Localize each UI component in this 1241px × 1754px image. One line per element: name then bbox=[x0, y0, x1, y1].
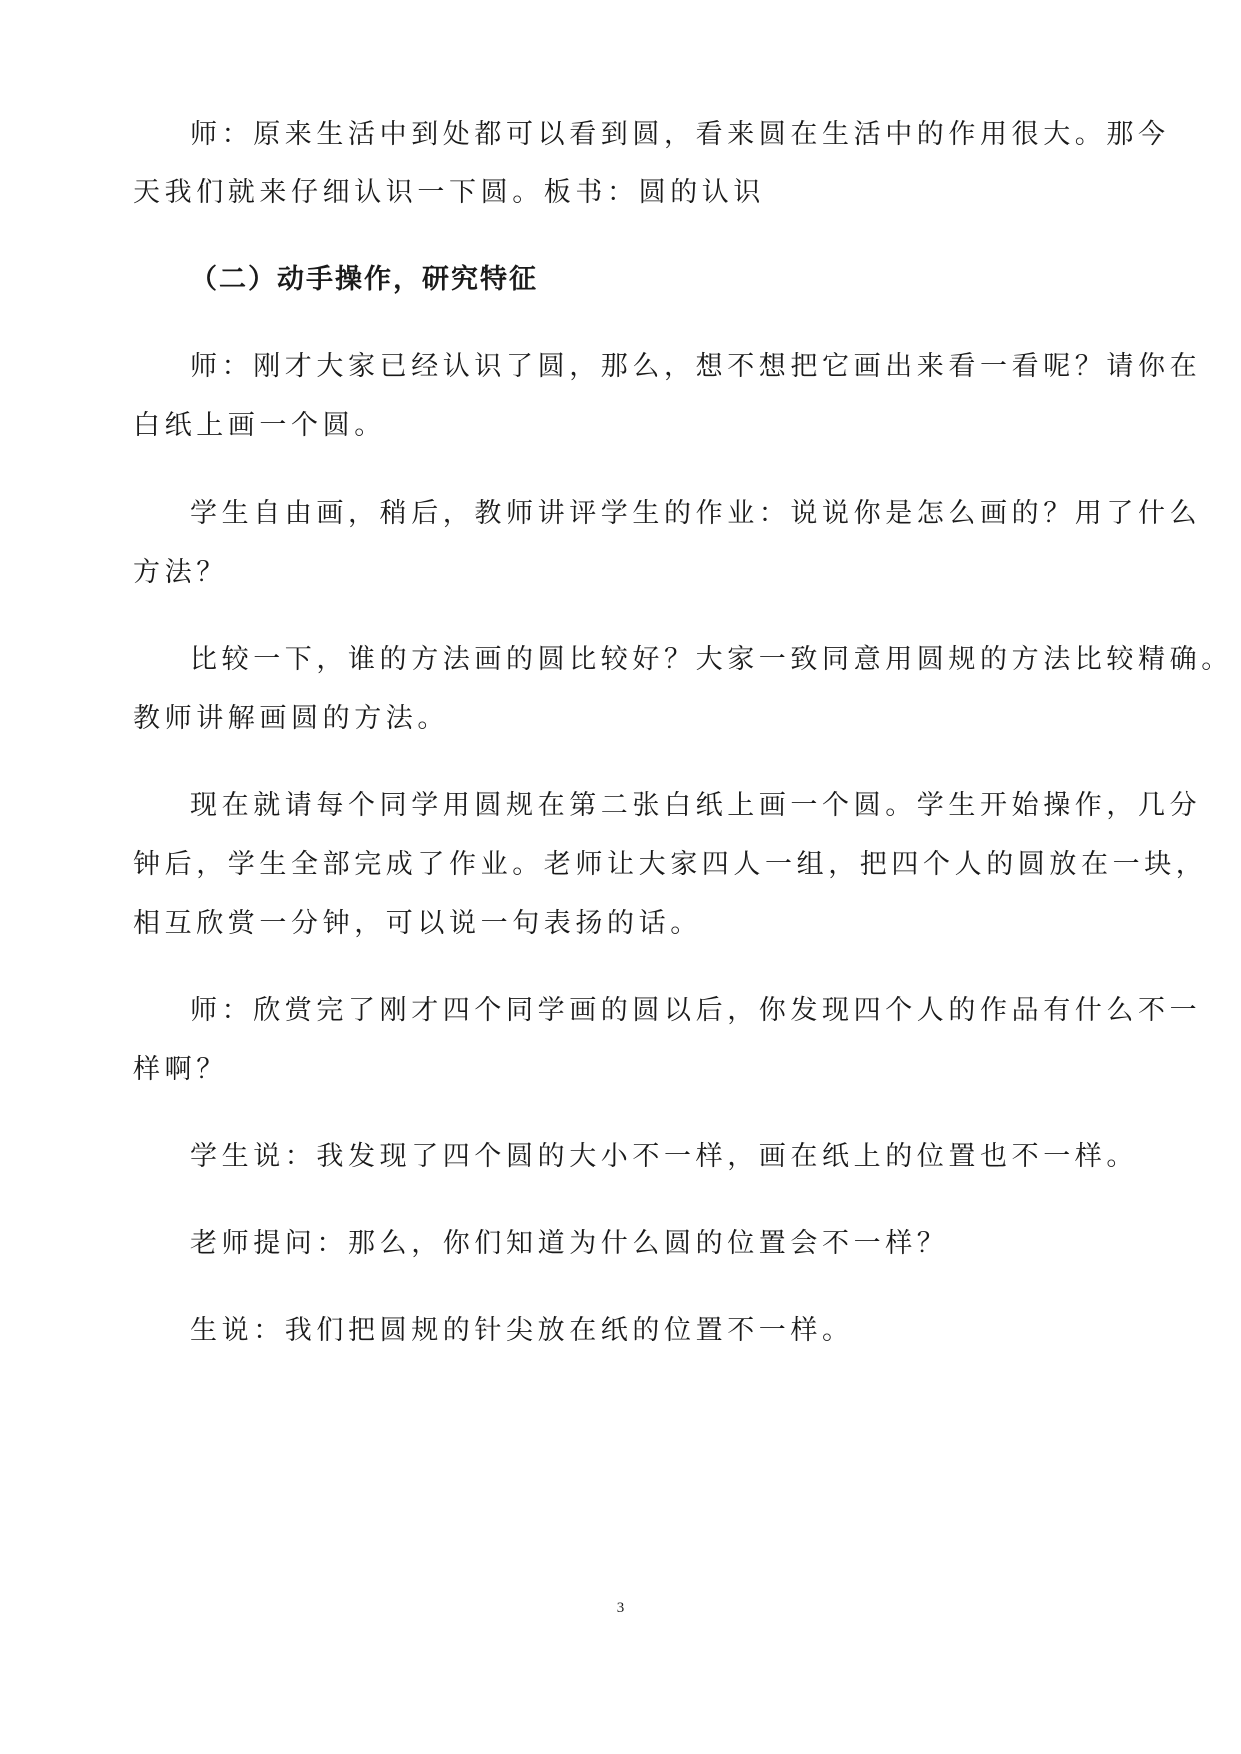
paragraph-4-line-1: 比较一下，谁的方法画的圆比较好？大家一致同意用圆规的方法比较精确。 bbox=[190, 644, 1233, 675]
paragraph-2-line-2: 白纸上画一个圆。 bbox=[133, 410, 386, 441]
paragraph-8-line-1: 老师提问：那么，你们知道为什么圆的位置会不一样？ bbox=[190, 1228, 949, 1259]
paragraph-7-line-1: 学生说：我发现了四个圆的大小不一样，画在纸上的位置也不一样。 bbox=[190, 1141, 1138, 1172]
paragraph-5-line-2: 钟后，学生全部完成了作业。老师让大家四人一组，把四个人的圆放在一块， bbox=[133, 849, 1208, 880]
paragraph-3-line-1: 学生自由画，稍后，教师讲评学生的作业：说说你是怎么画的？用了什么 bbox=[190, 498, 1202, 529]
section-heading: （二）动手操作，研究特征 bbox=[190, 264, 538, 295]
paragraph-2-line-1: 师：刚才大家已经认识了圆，那么，想不想把它画出来看一看呢？请你在 bbox=[190, 351, 1202, 382]
paragraph-6-line-2: 样啊？ bbox=[133, 1054, 228, 1085]
paragraph-3-line-2: 方法？ bbox=[133, 557, 228, 588]
paragraph-6-line-1: 师：欣赏完了刚才四个同学画的圆以后，你发现四个人的作品有什么不一 bbox=[190, 995, 1202, 1026]
paragraph-1-line-2: 天我们就来仔细认识一下圆。板书：圆的认识 bbox=[133, 177, 765, 208]
paragraph-1-line-1: 师：原来生活中到处都可以看到圆，看来圆在生活中的作用很大。那今 bbox=[190, 119, 1170, 150]
paragraph-9-line-1: 生说：我们把圆规的针尖放在纸的位置不一样。 bbox=[190, 1315, 854, 1346]
paragraph-5-line-3: 相互欣赏一分钟，可以说一句表扬的话。 bbox=[133, 908, 702, 939]
paragraph-4-line-2: 教师讲解画圆的方法。 bbox=[133, 703, 449, 734]
page-number: 3 bbox=[616, 1600, 625, 1616]
paragraph-5-line-1: 现在就请每个同学用圆规在第二张白纸上画一个圆。学生开始操作，几分 bbox=[190, 790, 1202, 821]
